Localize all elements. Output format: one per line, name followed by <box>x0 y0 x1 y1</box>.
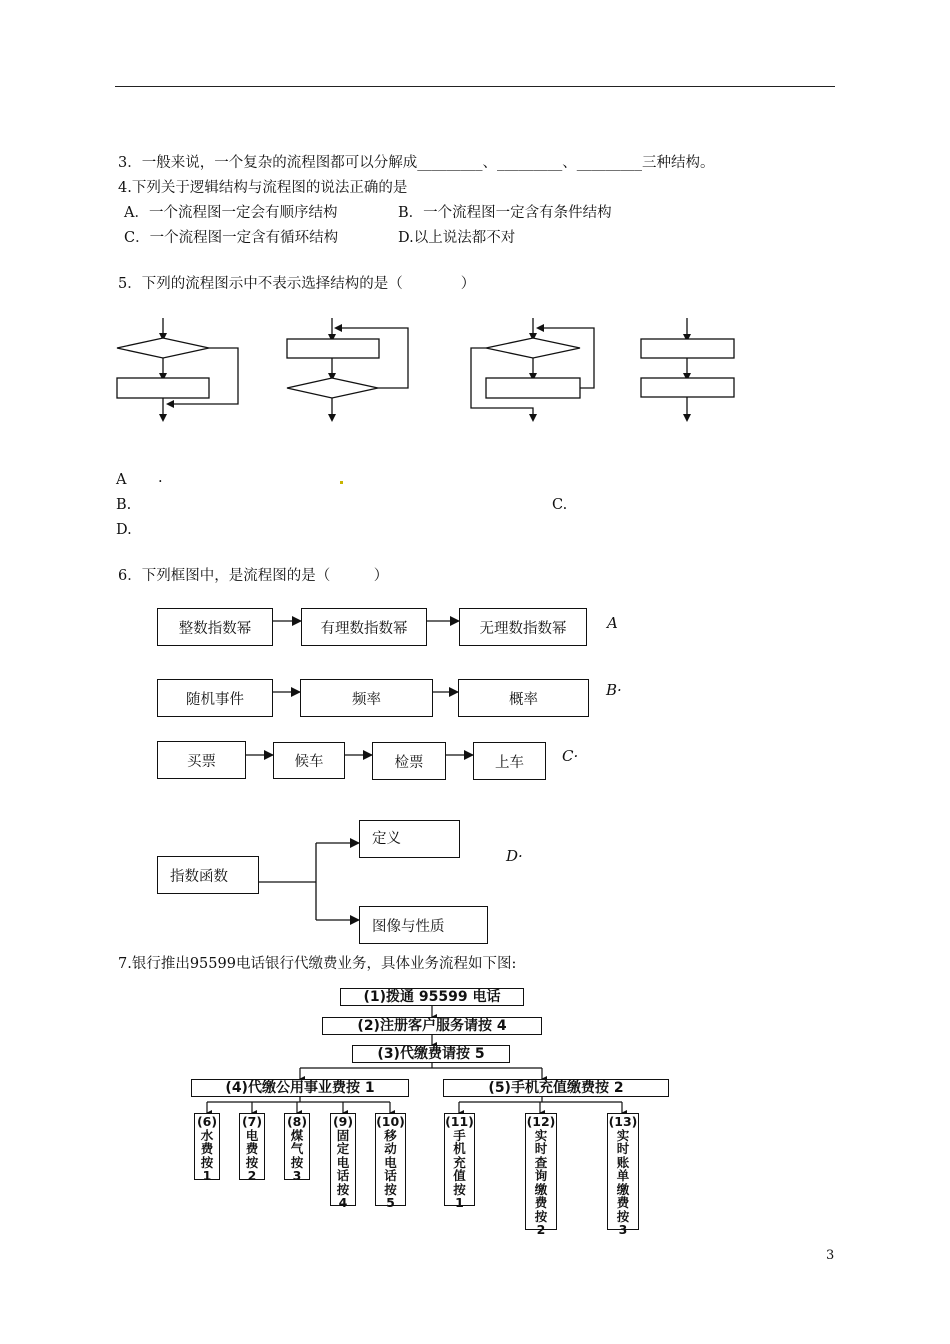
q6-row-a-box-3: 无理数指数幂 <box>459 608 587 646</box>
page-number: 3 <box>826 1248 835 1263</box>
question-5-label-d: D. <box>116 522 132 538</box>
question-5-label-b: B. <box>116 497 132 513</box>
q6-label-b: B· <box>606 681 622 699</box>
q6-label-a: A <box>607 614 618 632</box>
q7-step-1: (1)拨通 95599 电话 <box>340 988 524 1006</box>
q7-leaf-9: (9) 固 定 电 话 按 4 <box>330 1113 356 1206</box>
q6-row-d-root: 指数函数 <box>157 856 259 894</box>
question-5-label-c: C. <box>552 497 568 513</box>
q6-row-a-box-2: 有理数指数幂 <box>301 608 427 646</box>
q7-leaf-7: (7) 电 费 按 2 <box>239 1113 265 1180</box>
q7-leaf-11: (11) 手 机 充 值 按 1 <box>445 1114 474 1210</box>
q7-leaf-6: (6) 水 费 按 1 <box>194 1113 220 1180</box>
q6-row-a-box-1: 整数指数幂 <box>157 608 273 646</box>
q6-row-d-child-2: 图像与性质 <box>359 906 488 944</box>
question-6-stem: 6．下列框图中，是流程图的是（ ） <box>118 568 389 584</box>
q6-row-b-box-2: 频率 <box>300 679 433 717</box>
q6-row-c-box-2: 候车 <box>273 742 345 779</box>
question-4-option-a: A．一个流程图一定会有顺序结构 <box>124 205 338 221</box>
q7-leaf-13: (13) 实 时 账 单 缴 费 按 3 <box>608 1114 638 1237</box>
q7-step-2: (2)注册客户服务请按 4 <box>322 1017 542 1035</box>
q7-leaf-8: (8) 煤 气 按 3 <box>284 1113 310 1180</box>
q6-row-d-child-1: 定义 <box>359 820 460 858</box>
q6-row-c-box-3: 检票 <box>372 742 446 780</box>
question-5-label-a-dot: . <box>158 470 163 486</box>
question-3: 3．一般来说，一个复杂的流程图都可以分解成_________、_________、_________三种结构。 <box>118 155 715 171</box>
question-4-option-d: D.以上说法都不对 <box>398 230 516 246</box>
question-4-option-b: B．一个流程图一定含有条件结构 <box>398 205 612 221</box>
q7-branch-5: (5)手机充值缴费按 2 <box>443 1079 669 1097</box>
q7-leaf-10: (10) 移 动 电 话 按 5 <box>376 1114 405 1210</box>
q6-row-b-box-3: 概率 <box>458 679 589 717</box>
q7-branch-4: (4)代缴公用事业费按 1 <box>191 1079 409 1097</box>
question-5-label-a: A <box>116 472 127 488</box>
question-5-stem: 5．下列的流程图示中不表示选择结构的是（ ） <box>118 276 476 292</box>
question-7-stem: 7.银行推出95599电话银行代缴费业务，具体业务流程如下图: <box>118 956 517 972</box>
q6-row-c-box-1: 买票 <box>157 741 246 779</box>
question-4-option-c: C．一个流程图一定含有循环结构 <box>124 230 339 246</box>
q7-step-3: (3)代缴费请按 5 <box>352 1045 510 1063</box>
q6-label-c: C· <box>562 747 579 765</box>
q6-row-b-box-1: 随机事件 <box>157 679 273 717</box>
question-4-stem: 4.下列关于逻辑结构与流程图的说法正确的是 <box>118 180 408 196</box>
q6-row-c-box-4: 上车 <box>473 742 546 780</box>
q6-label-d: D· <box>506 847 523 865</box>
q7-leaf-12: (12) 实 时 查 询 缴 费 按 2 <box>526 1114 556 1237</box>
